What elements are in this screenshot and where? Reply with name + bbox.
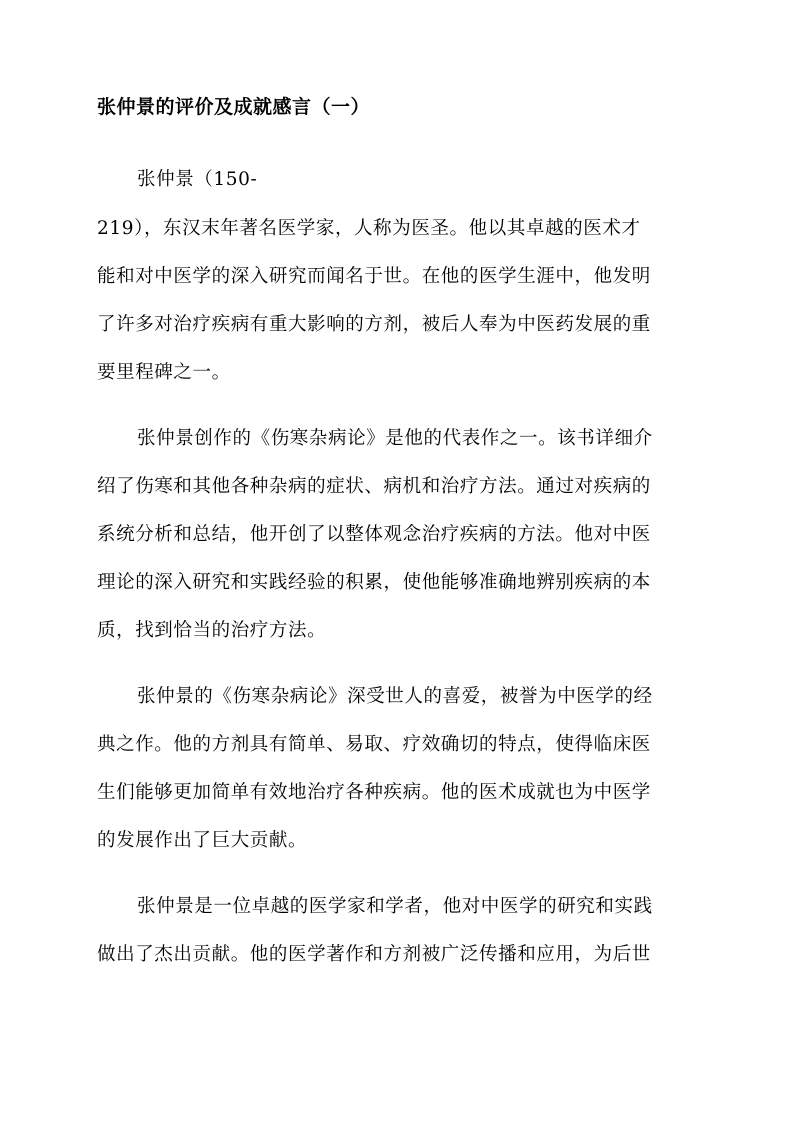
paragraph-2-line-2: 绍了伤寒和其他各种杂病的症状、病机和治疗方法。通过对疾病的 (97, 476, 651, 497)
paragraph-4-line-2: 做出了杰出贡献。他的医学著作和方剂被广泛传播和应用，为后世 (97, 944, 651, 965)
paragraph-1-line-2: 219），东汉末年著名医学家，人称为医圣。他以其卓越的医术才 (97, 218, 641, 239)
paragraph-3-line-1: 张仲景的《伤寒杂病论》深受世人的喜爱，被誉为中医学的经 (137, 686, 653, 707)
paragraph-1-line-1: 张仲景（150- (137, 169, 258, 190)
paragraph-2-line-3: 系统分析和总结，他开创了以整体观念治疗疾病的方法。他对中医 (97, 524, 651, 545)
paragraph-2-line-5: 质，找到恰当的治疗方法。 (97, 620, 327, 641)
paragraph-3-line-2: 典之作。他的方剂具有简单、易取、疗效确切的特点，使得临床医 (97, 734, 651, 755)
paragraph-2-line-1: 张仲景创作的《伤寒杂病论》是他的代表作之一。该书详细介 (137, 428, 653, 449)
paragraph-1-line-4: 了许多对治疗疾病有重大影响的方剂，被后人奉为中医药发展的重 (97, 314, 651, 335)
paragraph-4-line-1: 张仲景是一位卓越的医学家和学者，他对中医学的研究和实践 (137, 896, 653, 917)
paragraph-2-line-4: 理论的深入研究和实践经验的积累，使他能够准确地辨别疾病的本 (97, 572, 651, 593)
paragraph-1-line-3: 能和对中医学的深入研究而闻名于世。在他的医学生涯中，他发明 (97, 266, 651, 287)
paragraph-1-line-5: 要里程碑之一。 (97, 362, 231, 383)
paragraph-3-line-4: 的发展作出了巨大贡献。 (97, 830, 308, 851)
document-title: 张仲景的评价及成就感言（一） (97, 96, 371, 118)
paragraph-3-line-3: 生们能够更加简单有效地治疗各种疾病。他的医术成就也为中医学 (97, 782, 651, 803)
